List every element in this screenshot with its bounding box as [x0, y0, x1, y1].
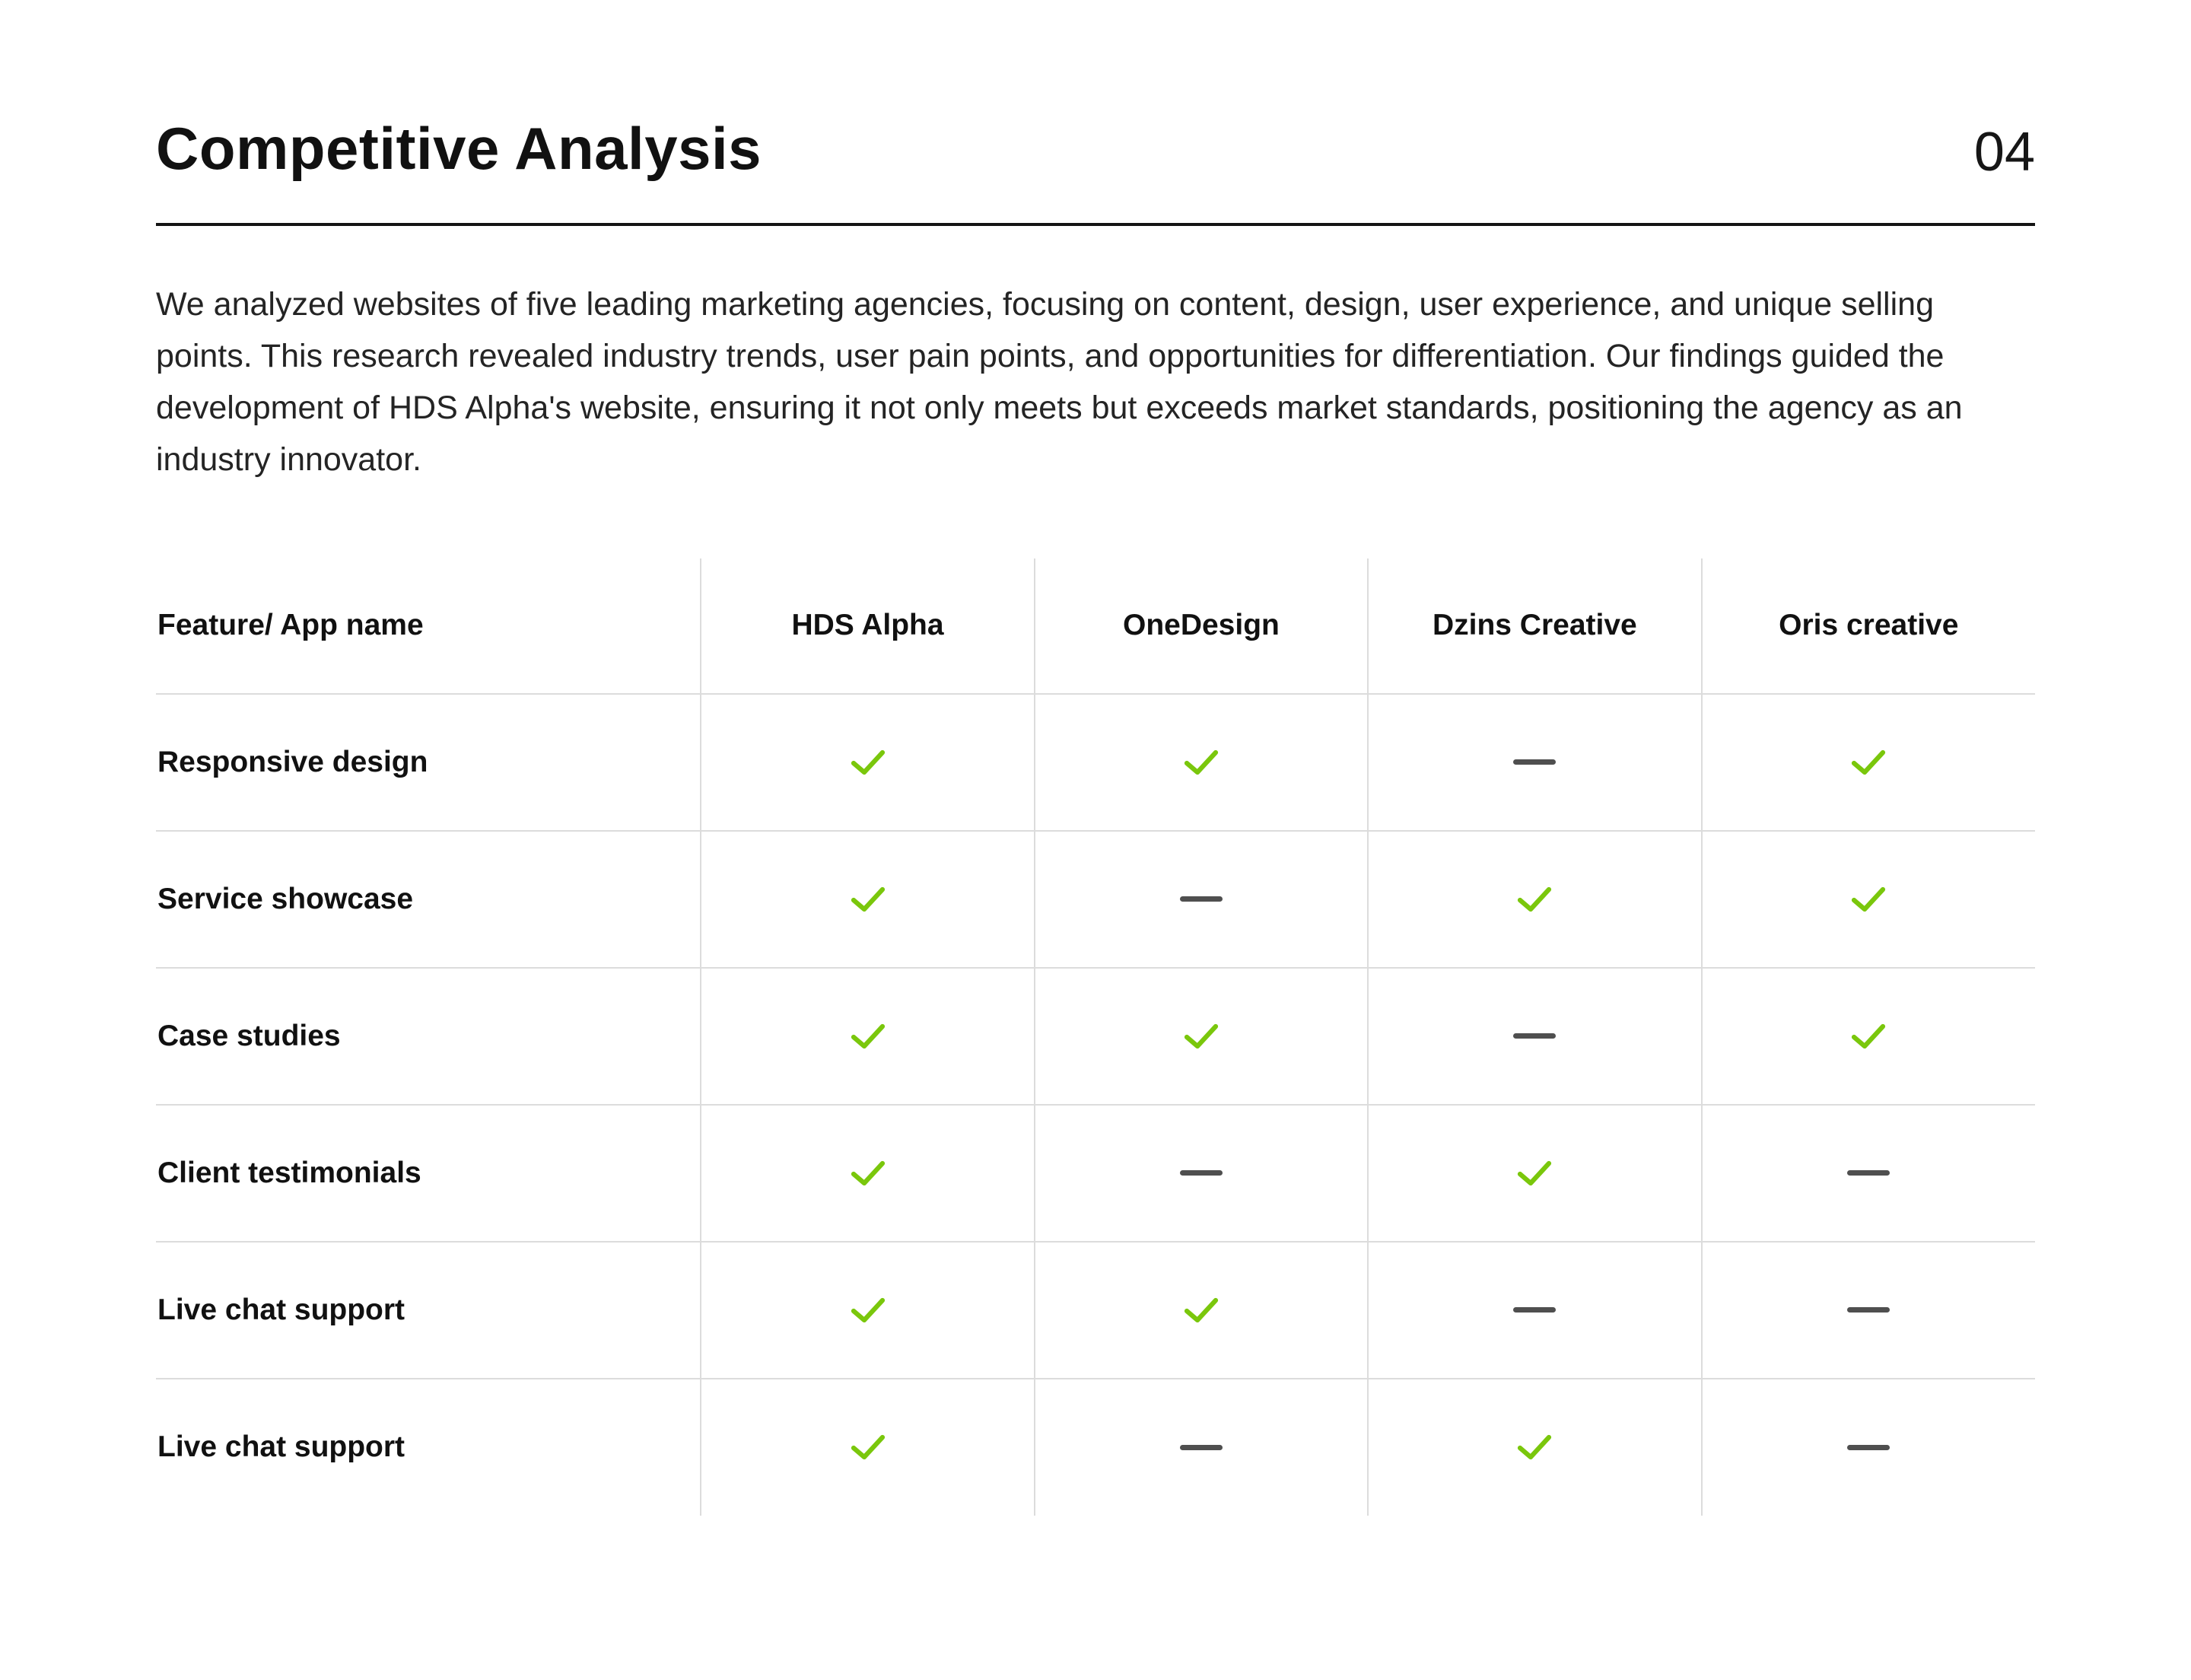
check-icon: [850, 892, 886, 905]
check-icon: [850, 1166, 886, 1179]
feature-name: Live chat support: [156, 1379, 701, 1516]
feature-supported-cell: [701, 1379, 1034, 1516]
dash-icon: [1513, 1307, 1556, 1312]
feature-unsupported-cell: [1702, 1105, 2035, 1242]
column-header-oris-creative: Oris creative: [1702, 558, 2035, 694]
title-divider: [156, 223, 2035, 226]
dash-icon: [1513, 759, 1556, 765]
feature-supported-cell: [701, 968, 1034, 1105]
table-body: [156, 694, 2035, 1516]
table-row: [156, 1105, 2035, 1242]
feature-name: Case studies: [156, 968, 701, 1105]
dash-icon: [1180, 896, 1223, 902]
check-icon: [1516, 1440, 1553, 1453]
feature-unsupported-cell: [1702, 1379, 2035, 1516]
feature-supported-cell: [1368, 831, 1701, 968]
feature-unsupported-cell: [1368, 694, 1701, 831]
feature-unsupported-cell: [1368, 968, 1701, 1105]
column-header-feature: Feature/ App name: [157, 609, 424, 642]
table-row: [156, 694, 2035, 831]
feature-unsupported-cell: [1035, 1379, 1368, 1516]
page-number: 04: [1973, 122, 2035, 183]
check-icon: [1516, 892, 1553, 905]
dash-icon: [1513, 1033, 1556, 1039]
column-header-dzins-creative: Dzins Creative: [1368, 558, 1701, 694]
feature-supported-cell: [1702, 694, 2035, 831]
feature-supported-cell: [1035, 694, 1368, 831]
feature-supported-cell: [1368, 1105, 1701, 1242]
feature-unsupported-cell: [1702, 1242, 2035, 1379]
check-icon: [850, 756, 886, 768]
dash-icon: [1847, 1307, 1890, 1312]
feature-supported-cell: [701, 1105, 1034, 1242]
check-icon: [1183, 1029, 1220, 1042]
feature-name: Client testimonials: [156, 1105, 701, 1242]
feature-name: Responsive design: [156, 694, 701, 831]
check-icon: [1850, 756, 1887, 768]
dash-icon: [1180, 1445, 1223, 1450]
dash-icon: [1180, 1170, 1223, 1176]
check-icon: [850, 1303, 886, 1316]
feature-name: Live chat support: [156, 1242, 701, 1379]
check-icon: [850, 1029, 886, 1042]
competitive-analysis-table: [156, 558, 2035, 1516]
feature-unsupported-cell: [1368, 1242, 1701, 1379]
check-icon: [850, 1440, 886, 1453]
feature-unsupported-cell: [1035, 1105, 1368, 1242]
analysis-description: We analyzed websites of five leading marketing agencies, focusing on content, design, user experience, and unique selling points. This research revealed industry trends, user pain points, and opportunities for differentiation. Our findings guided the development of HDS Alpha's website, ensuring it not only meets but exceeds market standards, positioning the agency as an industry innovator.: [156, 286, 1963, 478]
feature-supported-cell: [1702, 831, 2035, 968]
dash-icon: [1847, 1170, 1890, 1176]
table-header: [156, 558, 2035, 694]
table-row: [156, 1242, 2035, 1379]
check-icon: [1183, 1303, 1220, 1316]
check-icon: [1850, 1029, 1887, 1042]
feature-supported-cell: [1702, 968, 2035, 1105]
feature-name: Service showcase: [156, 831, 701, 968]
feature-supported-cell: [701, 694, 1034, 831]
dash-icon: [1847, 1445, 1890, 1450]
table-row: [156, 1379, 2035, 1516]
check-icon: [1850, 892, 1887, 905]
page-title: Competitive Analysis: [156, 115, 762, 182]
feature-unsupported-cell: [1035, 831, 1368, 968]
slide-header: [156, 114, 2035, 183]
column-header-onedesign: OneDesign: [1035, 558, 1368, 694]
column-header-hds-alpha: HDS Alpha: [701, 558, 1034, 694]
feature-supported-cell: [1368, 1379, 1701, 1516]
table-row: [156, 831, 2035, 968]
feature-supported-cell: [701, 1242, 1034, 1379]
check-icon: [1183, 756, 1220, 768]
table-header-row: [156, 558, 2035, 694]
table-row: [156, 968, 2035, 1105]
feature-supported-cell: [1035, 968, 1368, 1105]
check-icon: [1516, 1166, 1553, 1179]
feature-supported-cell: [701, 831, 1034, 968]
feature-supported-cell: [1035, 1242, 1368, 1379]
